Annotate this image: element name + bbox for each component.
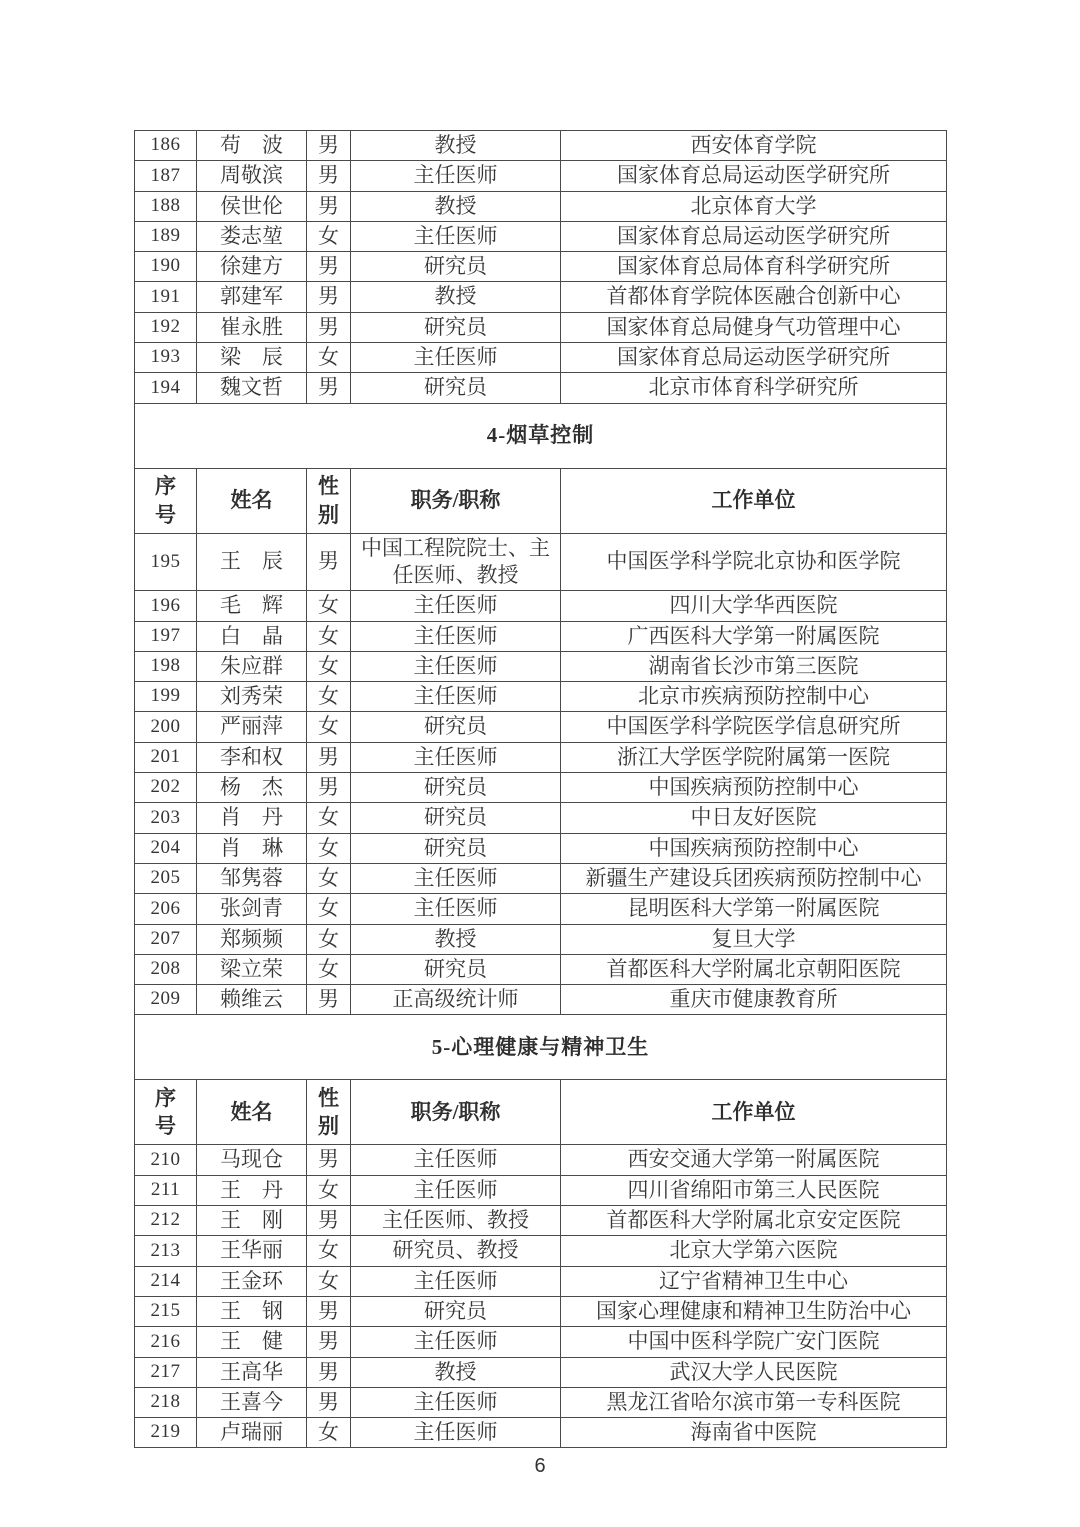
cell-name: 郑频频 (197, 924, 307, 954)
cell-name: 刘秀荣 (197, 682, 307, 712)
column-header-label: 职务/职称 (410, 1099, 501, 1124)
cell-no: 202 (135, 773, 197, 803)
cell-org: 北京大学第六医院 (561, 1236, 947, 1266)
table-row (135, 1266, 947, 1296)
cell-org: 国家心理健康和精神卫生防治中心 (561, 1296, 947, 1326)
cell-no: 213 (135, 1236, 197, 1266)
cell-org: 中国医学科学院北京协和医学院 (561, 533, 947, 591)
cell-title: 主任医师、教授 (351, 1206, 561, 1236)
cell-gender: 男 (307, 985, 351, 1015)
cell-org: 中国疾病预防控制中心 (561, 773, 947, 803)
column-header (561, 1080, 947, 1145)
cell-name: 侯世伦 (197, 191, 307, 221)
cell-name: 白 晶 (197, 621, 307, 651)
cell-gender: 男 (307, 373, 351, 403)
table-row (135, 1206, 947, 1236)
cell-no: 204 (135, 833, 197, 863)
cell-gender: 男 (307, 1387, 351, 1417)
cell-gender: 男 (307, 533, 351, 591)
cell-org: 国家体育总局体育科学研究所 (561, 252, 947, 282)
cell-gender: 女 (307, 1418, 351, 1448)
cell-org: 首都体育学院体医融合创新中心 (561, 282, 947, 312)
column-header-label: 性别 (318, 1086, 339, 1139)
cell-no: 198 (135, 651, 197, 681)
table-row (135, 161, 947, 191)
cell-gender: 男 (307, 1145, 351, 1175)
cell-no: 208 (135, 954, 197, 984)
cell-name: 卢瑞丽 (197, 1418, 307, 1448)
cell-no: 218 (135, 1387, 197, 1417)
cell-org: 广西医科大学第一附属医院 (561, 621, 947, 651)
cell-title: 主任医师 (351, 161, 561, 191)
column-header-label: 姓名 (230, 488, 273, 513)
cell-title: 主任医师 (351, 1387, 561, 1417)
column-header (197, 468, 307, 533)
section-row (135, 1015, 947, 1080)
table-row (135, 343, 947, 373)
section-title: 5-心理健康与精神卫生 (135, 1015, 947, 1080)
column-header (135, 468, 197, 533)
cell-title: 研究员 (351, 803, 561, 833)
cell-org: 辽宁省精神卫生中心 (561, 1266, 947, 1296)
column-header (351, 1080, 561, 1145)
table-row (135, 621, 947, 651)
cell-gender: 男 (307, 1327, 351, 1357)
column-header-label: 序号 (155, 474, 176, 527)
cell-no: 191 (135, 282, 197, 312)
cell-gender: 女 (307, 863, 351, 893)
table-header-row (135, 1080, 947, 1145)
cell-gender: 女 (307, 621, 351, 651)
table-row (135, 1387, 947, 1417)
cell-gender: 女 (307, 803, 351, 833)
cell-name: 肖 琳 (197, 833, 307, 863)
roster-body (135, 131, 947, 1448)
cell-org: 中国中医科学院广安门医院 (561, 1327, 947, 1357)
column-header-label: 姓名 (230, 1099, 273, 1124)
table-row (135, 312, 947, 342)
cell-name: 王高华 (197, 1357, 307, 1387)
cell-name: 娄志堃 (197, 221, 307, 251)
cell-title: 研究员 (351, 954, 561, 984)
cell-name: 朱应群 (197, 651, 307, 681)
cell-org: 复旦大学 (561, 924, 947, 954)
cell-no: 186 (135, 131, 197, 161)
column-header-label: 工作单位 (711, 488, 796, 513)
cell-gender: 女 (307, 924, 351, 954)
cell-no: 196 (135, 591, 197, 621)
cell-title: 主任医师 (351, 742, 561, 772)
cell-org: 西安体育学院 (561, 131, 947, 161)
cell-org: 中国医学科学院医学信息研究所 (561, 712, 947, 742)
cell-org: 四川省绵阳市第三人民医院 (561, 1175, 947, 1205)
column-header (135, 1080, 197, 1145)
cell-org: 国家体育总局运动医学研究所 (561, 161, 947, 191)
cell-gender: 女 (307, 1266, 351, 1296)
cell-title: 正高级统计师 (351, 985, 561, 1015)
cell-no: 215 (135, 1296, 197, 1326)
cell-name: 王华丽 (197, 1236, 307, 1266)
table-header-row (135, 468, 947, 533)
cell-name: 周敬滨 (197, 161, 307, 191)
cell-name: 崔永胜 (197, 312, 307, 342)
cell-gender: 女 (307, 1236, 351, 1266)
cell-name: 马现仓 (197, 1145, 307, 1175)
cell-org: 西安交通大学第一附属医院 (561, 1145, 947, 1175)
cell-gender: 女 (307, 712, 351, 742)
cell-title: 主任医师 (351, 1175, 561, 1205)
cell-org: 首都医科大学附属北京朝阳医院 (561, 954, 947, 984)
table-row (135, 591, 947, 621)
cell-name: 邹隽蓉 (197, 863, 307, 893)
cell-no: 217 (135, 1357, 197, 1387)
cell-org: 新疆生产建设兵团疾病预防控制中心 (561, 863, 947, 893)
cell-no: 195 (135, 533, 197, 591)
cell-name: 毛 辉 (197, 591, 307, 621)
cell-org: 武汉大学人民医院 (561, 1357, 947, 1387)
column-header-label: 工作单位 (711, 1099, 796, 1124)
cell-no: 211 (135, 1175, 197, 1205)
cell-name: 严丽萍 (197, 712, 307, 742)
cell-title: 研究员 (351, 1296, 561, 1326)
cell-gender: 女 (307, 651, 351, 681)
cell-gender: 女 (307, 682, 351, 712)
cell-no: 193 (135, 343, 197, 373)
cell-title: 主任医师 (351, 343, 561, 373)
cell-name: 李和权 (197, 742, 307, 772)
cell-gender: 女 (307, 591, 351, 621)
table-row (135, 773, 947, 803)
cell-org: 国家体育总局运动医学研究所 (561, 221, 947, 251)
table-row (135, 1296, 947, 1326)
cell-title: 主任医师 (351, 621, 561, 651)
cell-title: 教授 (351, 191, 561, 221)
cell-title: 主任医师 (351, 1145, 561, 1175)
cell-title: 主任医师 (351, 591, 561, 621)
column-header (561, 468, 947, 533)
cell-no: 190 (135, 252, 197, 282)
cell-no: 216 (135, 1327, 197, 1357)
cell-org: 北京市疾病预防控制中心 (561, 682, 947, 712)
cell-org: 国家体育总局运动医学研究所 (561, 343, 947, 373)
cell-title: 研究员 (351, 252, 561, 282)
cell-name: 王 刚 (197, 1206, 307, 1236)
table-row (135, 221, 947, 251)
cell-no: 203 (135, 803, 197, 833)
cell-name: 赖维云 (197, 985, 307, 1015)
cell-no: 199 (135, 682, 197, 712)
cell-org: 海南省中医院 (561, 1418, 947, 1448)
table-row (135, 1327, 947, 1357)
cell-gender: 男 (307, 1296, 351, 1326)
table-row (135, 282, 947, 312)
table-row (135, 131, 947, 161)
section-title: 4-烟草控制 (135, 403, 947, 468)
cell-name: 王金环 (197, 1266, 307, 1296)
cell-name: 肖 丹 (197, 803, 307, 833)
cell-no: 187 (135, 161, 197, 191)
cell-org: 黑龙江省哈尔滨市第一专科医院 (561, 1387, 947, 1417)
cell-name: 王 丹 (197, 1175, 307, 1205)
cell-title: 研究员 (351, 373, 561, 403)
cell-gender: 女 (307, 343, 351, 373)
cell-org: 国家体育总局健身气功管理中心 (561, 312, 947, 342)
cell-gender: 女 (307, 221, 351, 251)
cell-no: 189 (135, 221, 197, 251)
column-header-label: 序号 (155, 1086, 176, 1139)
cell-org: 中日友好医院 (561, 803, 947, 833)
table-row (135, 373, 947, 403)
cell-org: 北京体育大学 (561, 191, 947, 221)
cell-name: 王 钢 (197, 1296, 307, 1326)
cell-org: 北京市体育科学研究所 (561, 373, 947, 403)
cell-title: 中国工程院院士、主任医师、教授 (351, 533, 561, 591)
cell-title: 主任医师 (351, 682, 561, 712)
table-row (135, 712, 947, 742)
cell-no: 192 (135, 312, 197, 342)
table-row (135, 1357, 947, 1387)
cell-no: 197 (135, 621, 197, 651)
cell-title: 主任医师 (351, 894, 561, 924)
cell-gender: 男 (307, 1357, 351, 1387)
cell-org: 首都医科大学附属北京安定医院 (561, 1206, 947, 1236)
column-header-label: 职务/职称 (410, 488, 501, 513)
cell-title: 主任医师 (351, 1266, 561, 1296)
column-header-label: 性别 (318, 474, 339, 527)
cell-gender: 男 (307, 773, 351, 803)
table-row (135, 1236, 947, 1266)
table-row (135, 1145, 947, 1175)
cell-title: 主任医师 (351, 863, 561, 893)
table-row (135, 924, 947, 954)
cell-no: 200 (135, 712, 197, 742)
cell-org: 浙江大学医学院附属第一医院 (561, 742, 947, 772)
cell-gender: 男 (307, 191, 351, 221)
cell-no: 206 (135, 894, 197, 924)
cell-no: 212 (135, 1206, 197, 1236)
table-row (135, 1175, 947, 1205)
cell-title: 主任医师 (351, 651, 561, 681)
table-row (135, 252, 947, 282)
cell-name: 郭建军 (197, 282, 307, 312)
cell-name: 苟 波 (197, 131, 307, 161)
column-header (351, 468, 561, 533)
cell-gender: 女 (307, 1175, 351, 1205)
cell-gender: 女 (307, 833, 351, 863)
cell-gender: 男 (307, 1206, 351, 1236)
cell-title: 主任医师 (351, 1327, 561, 1357)
cell-name: 梁 辰 (197, 343, 307, 373)
table-row (135, 803, 947, 833)
cell-title: 研究员 (351, 833, 561, 863)
table-row (135, 651, 947, 681)
cell-no: 214 (135, 1266, 197, 1296)
cell-title: 研究员 (351, 773, 561, 803)
table-row (135, 682, 947, 712)
cell-title: 教授 (351, 131, 561, 161)
table-row (135, 1418, 947, 1448)
cell-title: 教授 (351, 1357, 561, 1387)
cell-gender: 男 (307, 282, 351, 312)
cell-gender: 男 (307, 161, 351, 191)
cell-org: 四川大学华西医院 (561, 591, 947, 621)
section-row (135, 403, 947, 468)
cell-title: 主任医师 (351, 221, 561, 251)
cell-no: 205 (135, 863, 197, 893)
cell-title: 教授 (351, 282, 561, 312)
cell-name: 徐建方 (197, 252, 307, 282)
table-row (135, 533, 947, 591)
cell-name: 王 辰 (197, 533, 307, 591)
column-header (197, 1080, 307, 1145)
expert-roster-table (134, 130, 947, 1448)
cell-org: 昆明医科大学第一附属医院 (561, 894, 947, 924)
cell-no: 210 (135, 1145, 197, 1175)
cell-no: 209 (135, 985, 197, 1015)
cell-title: 主任医师 (351, 1418, 561, 1448)
cell-name: 张剑青 (197, 894, 307, 924)
cell-org: 重庆市健康教育所 (561, 985, 947, 1015)
table-row (135, 742, 947, 772)
cell-name: 王 健 (197, 1327, 307, 1357)
cell-org: 湖南省长沙市第三医院 (561, 651, 947, 681)
cell-no: 219 (135, 1418, 197, 1448)
table-row (135, 894, 947, 924)
table-row (135, 985, 947, 1015)
cell-name: 王喜今 (197, 1387, 307, 1417)
cell-no: 201 (135, 742, 197, 772)
cell-title: 教授 (351, 924, 561, 954)
cell-gender: 女 (307, 894, 351, 924)
page-number: 6 (534, 1455, 546, 1477)
table-row (135, 191, 947, 221)
cell-gender: 男 (307, 131, 351, 161)
cell-gender: 男 (307, 252, 351, 282)
cell-name: 杨 杰 (197, 773, 307, 803)
cell-no: 207 (135, 924, 197, 954)
table-row (135, 863, 947, 893)
cell-no: 188 (135, 191, 197, 221)
cell-gender: 男 (307, 742, 351, 772)
table-row (135, 833, 947, 863)
cell-name: 魏文哲 (197, 373, 307, 403)
cell-no: 194 (135, 373, 197, 403)
cell-title: 研究员 (351, 712, 561, 742)
cell-gender: 女 (307, 954, 351, 984)
cell-org: 中国疾病预防控制中心 (561, 833, 947, 863)
cell-name: 梁立荣 (197, 954, 307, 984)
column-header (307, 1080, 351, 1145)
table-row (135, 954, 947, 984)
cell-title: 研究员、教授 (351, 1236, 561, 1266)
column-header (307, 468, 351, 533)
cell-title: 研究员 (351, 312, 561, 342)
cell-gender: 男 (307, 312, 351, 342)
